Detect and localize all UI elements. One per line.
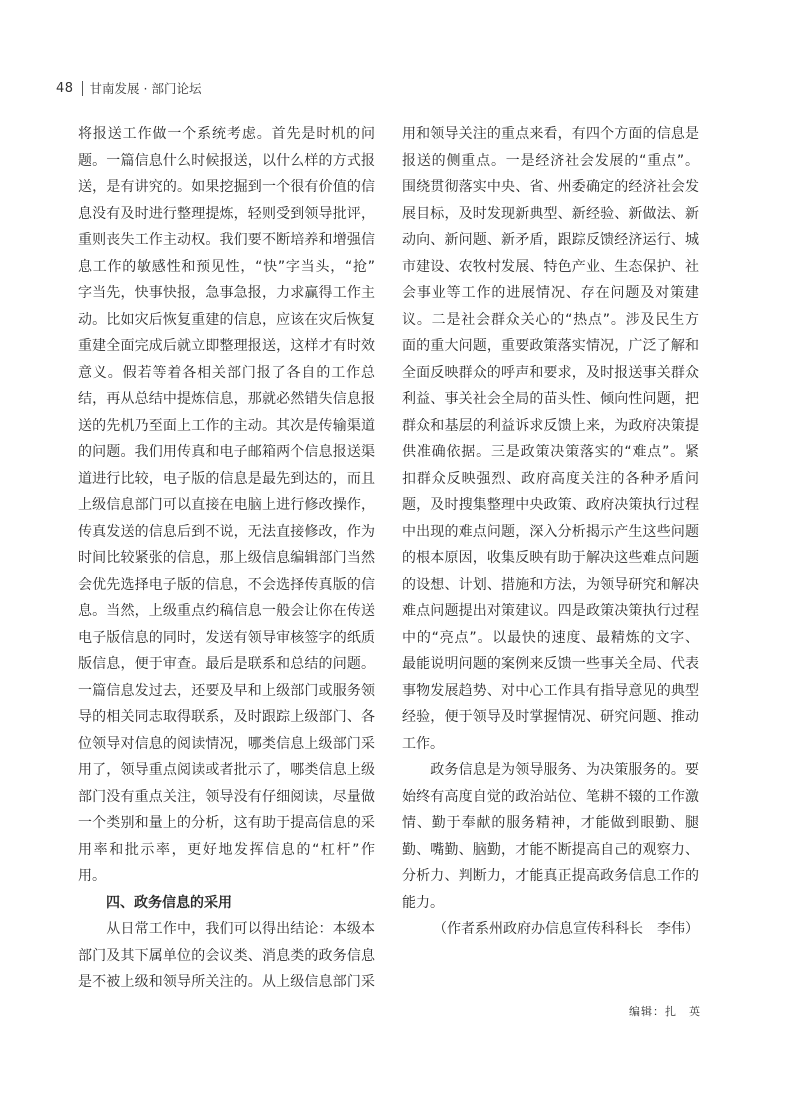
text-line: 送的先机乃至面上工作的主动。其次是传输渠道 — [78, 417, 375, 434]
text-line: 用率和批示率，更好地发挥信息的“杠杆”作 — [78, 841, 375, 858]
editor-credit: 编辑：扎 英 — [629, 1005, 701, 1018]
text-line: 中出现的难点问题，深入分析揭示产生这些问题 — [402, 523, 699, 540]
text-line: 用。 — [78, 868, 106, 884]
page-header — [56, 78, 201, 98]
text-line: 利益、事关社会全局的苗头性、倾向性问题，把 — [402, 391, 699, 407]
text-line: 电子版信息的同时，发送有领导审核签字的纸质 — [78, 629, 375, 646]
text-line: 道进行比较，电子版的信息是最先到达的，而且 — [78, 470, 375, 487]
text-line: 报送的侧重点。一是经济社会发展的“重点”。 — [402, 152, 699, 169]
right-text-column — [402, 121, 699, 943]
text-line: 群众和基层的利益诉求反馈上来，为政府决策提 — [402, 417, 699, 434]
text-line: 是不被上级和领导所关注的。从上级信息部门采 — [78, 974, 375, 990]
text-line: 从日常工作中，我们可以得出结论：本级本 — [78, 921, 375, 937]
text-line: 息没有及时进行整理提炼，轻则受到领导批评， — [78, 205, 375, 222]
text-line: 经验，便于领导及时掌握情况、研究问题、推动 — [402, 709, 699, 725]
author-byline: （作者系州政府办信息宣传科科长 李伟） — [433, 921, 699, 937]
page-number: 48 — [56, 80, 74, 96]
text-line: 的根本原因，收集反映有助于解决这些难点问题 — [402, 550, 699, 566]
text-line: 勤、嘴勤、脑勤，才能不断提高自己的观察力、 — [402, 841, 699, 858]
text-line: 字当先，快事快报，急事急报，力求赢得工作主 — [78, 285, 375, 301]
text-line: 中的“亮点”。以最快的速度、最精炼的文字、 — [402, 629, 699, 646]
text-line: 息。当然，上级重点约稿信息一般会让你在传送 — [78, 603, 375, 619]
text-line: 情、勤于奉献的服务精神，才能做到眼勤、腿 — [402, 815, 699, 831]
section-title: 甘南发展 · 部门论坛 — [89, 81, 202, 96]
text-line: 导的相关同志取得联系，及时跟踪上级部门、各 — [78, 709, 375, 725]
text-line: 工作。 — [402, 735, 444, 752]
text-line: 意义。假若等着各相关部门报了各自的工作总 — [78, 364, 375, 381]
text-line: 送，是有讲究的。如果挖掘到一个很有价值的信 — [78, 179, 375, 195]
text-line: 展目标，及时发现新典型、新经验、新做法、新 — [402, 205, 699, 222]
text-line: 一篇信息发过去，还要及早和上级部门或服务领 — [78, 682, 375, 699]
text-line: 议。二是社会群众关心的“热点”。涉及民生方 — [402, 311, 699, 328]
text-line: 最能说明问题的案例来反馈一些事关全局、代表 — [402, 656, 699, 672]
text-line: 位领导对信息的阅读情况，哪类信息上级部门采 — [78, 735, 375, 752]
text-line: 题，及时搜集整理中央政策、政府决策执行过程 — [402, 497, 699, 513]
section-heading: 四、政务信息的采用 — [106, 894, 232, 911]
text-line: 部门没有重点关注，领导没有仔细阅读，尽量做 — [78, 788, 375, 805]
text-line: 会优先选择电子版的信息，不会选择传真版的信 — [78, 576, 375, 593]
text-line: 的问题。我们用传真和电子邮箱两个信息报送渠 — [78, 444, 375, 460]
text-line: 政务信息是为领导服务、为决策服务的。要 — [402, 762, 699, 778]
text-line: 结，再从总结中提炼信息，那就必然错失信息报 — [78, 391, 375, 407]
text-line: 围绕贯彻落实中央、省、州委确定的经济社会发 — [402, 179, 699, 195]
text-line: 会事业等工作的进展情况、存在问题及对策建 — [402, 285, 699, 301]
text-line: 事物发展趋势、对中心工作具有指导意见的典型 — [402, 682, 699, 699]
text-line: 面的重大问题，重要政策落实情况，广泛了解和 — [402, 338, 699, 354]
text-line: 动。比如灾后恢复重建的信息，应该在灾后恢复 — [78, 311, 375, 328]
text-line: 扣群众反映强烈、政府高度关注的各种矛盾问 — [402, 470, 699, 487]
text-line: 用了，领导重点阅读或者批示了，哪类信息上级 — [78, 762, 375, 778]
text-line: 息工作的敏感性和预见性，“快”字当头，“抢” — [78, 258, 375, 275]
text-line: 时间比较紧张的信息，那上级信息编辑部门当然 — [78, 550, 375, 566]
text-line: 重则丧失工作主动权。我们要不断培养和增强信 — [78, 232, 375, 248]
text-line: 重建全面完成后就立即整理报送，这样才有时效 — [78, 338, 375, 354]
text-line: 题。一篇信息什么时候报送，以什么样的方式报 — [78, 152, 375, 169]
text-line: 全面反映群众的呼声和要求，及时报送事关群众 — [402, 364, 699, 381]
text-line: 分析力、判断力，才能真正提高政务信息工作的 — [402, 868, 699, 884]
text-line: 难点问题提出对策建议。四是政策决策执行过程 — [402, 603, 699, 619]
text-line: 动向、新问题、新矛盾，跟踪反馈经济运行、城 — [402, 232, 699, 248]
text-line: 上级信息部门可以直接在电脑上进行修改操作， — [78, 497, 375, 513]
text-line: 供准确依据。三是政策决策落实的“难点”。紧 — [402, 444, 699, 460]
text-line: 能力。 — [402, 894, 444, 911]
text-line: 将报送工作做一个系统考虑。首先是时机的问 — [78, 126, 375, 142]
text-line: 部门及其下属单位的会议类、消息类的政务信息 — [78, 947, 375, 964]
text-line: 市建设、农牧村发展、特色产业、生态保护、社 — [402, 258, 699, 275]
text-line: 用和领导关注的重点来看，有四个方面的信息是 — [402, 126, 699, 142]
text-line: 的设想、计划、措施和方法，为领导研究和解决 — [402, 576, 699, 593]
text-line: 始终有高度自觉的政治站位、笔耕不辍的工作激 — [402, 788, 699, 805]
text-line: 一个类别和量上的分析，这有助于提高信息的采 — [78, 815, 375, 831]
header-divider — [82, 81, 83, 96]
left-text-column — [78, 121, 375, 996]
text-line: 传真发送的信息后到不说，无法直接修改，作为 — [78, 523, 375, 540]
text-line: 版信息，便于审查。最后是联系和总结的问题。 — [78, 656, 375, 672]
